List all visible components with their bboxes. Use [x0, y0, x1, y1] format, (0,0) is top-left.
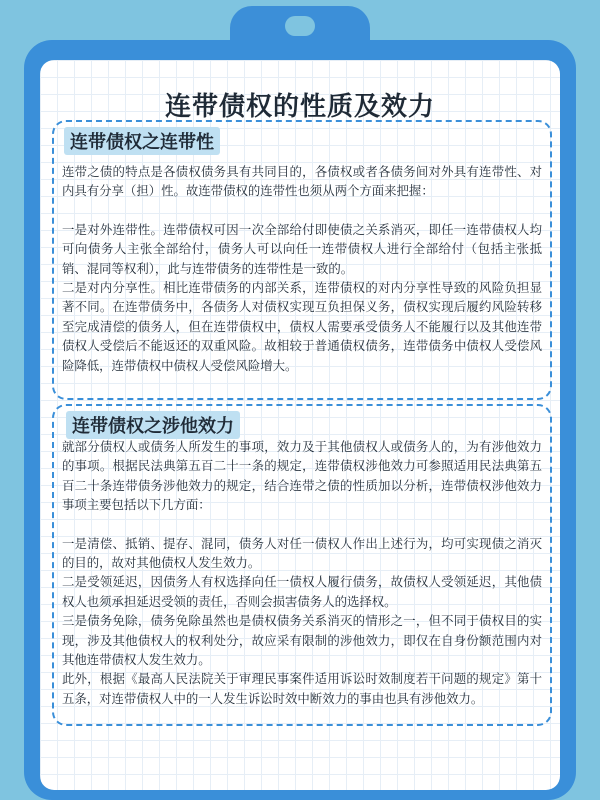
point-paragraph: 一是清偿、抵销、提存、混同，债务人对任一债权人作出上述行为，均可实现债之消灭的目的，故对其他债权人发生效力。 — [62, 535, 542, 571]
clip-hole — [285, 16, 315, 36]
point-paragraph: 二是对内分享性。相比连带债务的内部关系，连带债权的对内分享性导致的风险负担显著不同。在连带债务中，各债务人对债权实现互负担保义务，债权实现后履约风险转移至完成清偿的债务人，但在连带债权中，债权人需要承受债务人不能履行以及其他连带债权人受偿后不能返还的双重风险。故相较于普通债权债务，连带债务中债权人受偿风险降低，连带债权中债权人受偿风险增大。 — [62, 280, 542, 373]
intro-paragraph: 就部分债权人或债务人所发生的事项，效力及于其他债权人或债务人的，为有涉他效力的事项。根据民法典第五百二十一条的规定，连带债权涉他效力可参照适用民法典第五百二十条连带债务涉他效力的规定，结合连带之债的性质加以分析，连带债权涉他效力事项主要包括以下几方面： — [62, 439, 542, 513]
intro-paragraph: 连带之债的特点是各债权债务具有共同目的，各债权或者各债务间对外具有连带性、对内具有分享（担）性。故连带债权的连带性也须从两个方面来把握： — [62, 164, 542, 199]
section-heading-effect: 连带债权之涉他效力 — [66, 411, 240, 439]
point-paragraph: 此外，根据《最高人民法院关于审理民事案件适用诉讼时效制度若干问题的规定》第十五条，对连带债权人中的一人发生诉讼时效中断效力的事由也具有涉他效力。 — [62, 671, 542, 706]
section-heading-solidarity: 连带债权之连带性 — [64, 127, 220, 155]
section-body-effect — [62, 437, 542, 708]
point-paragraph: 一是对外连带性。连带债权可因一次全部给付即使债之关系消灭，即任一连带债权人均可向债务人主张全部给付，债务人可以向任一连带债权人进行全部给付（包括主张抵销、混同等权利），此与连带债务的连带性是一致的。 — [62, 221, 542, 276]
section-body-solidarity — [62, 162, 542, 375]
page-title: 连带债权的性质及效力 — [164, 92, 435, 122]
point-paragraph: 三是债务免除，债务免除虽然也是债权债务关系消灭的情形之一，但不同于债权目的实现，涉及其他债权人的权利处分，故应采有限制的涉他效力，即仅在自身份额范围内对其他连带债权人发生效力。 — [62, 613, 542, 668]
point-paragraph: 二是受领延迟，因债务人有权选择向任一债权人履行债务，故债权人受领延迟，其他债权人也须承担延迟受领的责任，否则会损害债务人的选择权。 — [62, 574, 542, 609]
